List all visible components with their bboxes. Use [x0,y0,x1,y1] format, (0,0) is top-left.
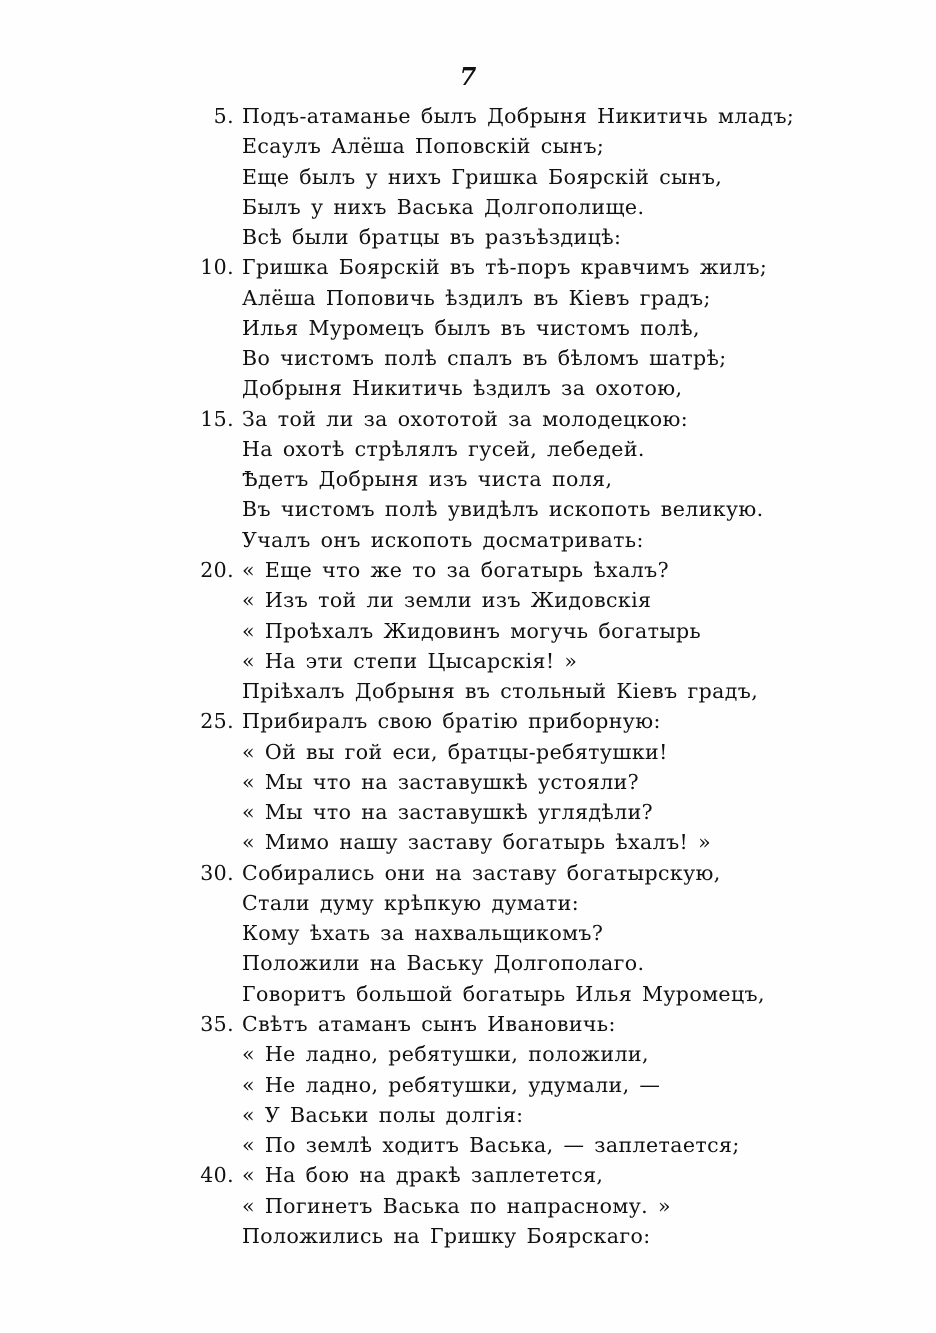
verse-text: Положили на Ваську Долгополаго. [242,951,645,976]
verse-text: Учалъ онъ ископоть досматривать: [242,527,644,552]
verse-line [190,1191,890,1221]
line-number: 25. [200,709,234,734]
verse-line [190,162,890,192]
verse-text: На охотѣ стрѣлялъ гусей, лебедей. [242,436,645,461]
verse-line [190,1160,890,1190]
verse-line [190,555,890,585]
verse-line [190,1221,890,1251]
line-number: 5. [213,104,234,128]
verse-text: Алёша Поповичь ѣздилъ въ Кіевъ градъ; [242,285,711,310]
verse-text: Въ чистомъ полѣ увидѣлъ ископоть великую. [242,497,764,522]
verse-text: Положились на Гришку Боярскаго: [242,1223,651,1248]
verse-line [190,434,890,464]
verse-text: Говоритъ большой богатырь Илья Муромецъ, [242,981,765,1006]
verse-line [190,676,890,706]
verse-text: Добрыня Никитичь ѣздилъ за охотою, [242,376,683,401]
verse-line [190,313,890,343]
verse-line [190,373,890,403]
verse-line [190,737,890,767]
verse-line [190,1009,890,1039]
verse-text: За той ли за охототой за молодецкою: [242,406,689,431]
verse-line [190,767,890,797]
verse-line [190,192,890,222]
verse-text: « Еще что же то за богатырь ѣхалъ? [242,557,670,582]
verse-line [190,525,890,555]
verse-line [190,1039,890,1069]
verse-text: Илья Муромецъ былъ въ чистомъ полѣ, [242,315,700,340]
verse-line [190,1070,890,1100]
verse-text: « Проѣхалъ Жидовинъ могучь богатырь [242,618,702,643]
verse-text: Еще былъ у нихъ Гришка Боярскій сынъ, [242,164,723,189]
verse-line [190,494,890,524]
line-number: 35. [200,1011,234,1036]
verse-text: « У Васьки полы долгія: [242,1102,524,1127]
verse-block [190,101,890,1251]
verse-text: « На бою на дракѣ заплетется, [242,1163,604,1188]
verse-line [190,797,890,827]
verse-line [190,1100,890,1130]
verse-text: « Мимо нашу заставу богатырь ѣхалъ! » [242,830,712,855]
verse-line [190,252,890,282]
verse-text: Гришка Боярскій въ тѣ-поръ кравчимъ жилъ; [242,255,768,280]
verse-text: « Изъ той ли земли изъ Жидовскія [242,588,652,613]
verse-text: « Не ладно, ребятушки, положили, [242,1042,649,1067]
verse-line [190,948,890,978]
verse-text: « Мы что на заставушкѣ углядѣли? [242,800,654,825]
verse-line [190,343,890,373]
verse-text: Подъ-атаманье былъ Добрыня Никитичь младъ; [242,104,795,128]
verse-text: Прибиралъ свою братію приборную: [242,709,661,734]
verse-line [190,1130,890,1160]
verse-text: « На эти степи Цысарскія! » [242,648,578,673]
verse-text: Есаулъ Алёша Поповскій сынъ; [242,134,605,159]
verse-text: Во чистомъ полѣ спалъ въ бѣломъ шатрѣ; [242,346,727,371]
verse-line [190,131,890,161]
verse-line [190,585,890,615]
verse-line [190,979,890,1009]
verse-text: Ѣдетъ Добрыня изъ чиста поля, [242,467,613,492]
verse-text: Собирались они на заставу богатырскую, [242,860,721,885]
line-number: 30. [200,860,234,885]
verse-line [190,616,890,646]
line-number: 15. [200,406,234,431]
verse-text: Кому ѣхать за нахвальщикомъ? [242,921,604,946]
verse-line [190,404,890,434]
verse-text: Всѣ были братцы въ разъѣздицѣ: [242,225,622,250]
verse-text: Свѣтъ атаманъ сынъ Ивановичь: [242,1011,616,1036]
verse-line [190,858,890,888]
verse-line [190,706,890,736]
line-number: 40. [200,1163,234,1188]
verse-line [190,827,890,857]
verse-text: « Погинетъ Васька по напрасному. » [242,1193,671,1218]
verse-text: « Не ладно, ребятушки, удумали, — [242,1072,661,1097]
verse-text: « Мы что на заставушкѣ устояли? [242,769,640,794]
page-number: 7 [459,62,477,91]
line-number: 10. [200,255,234,280]
verse-text: Былъ у нихъ Васька Долгополище. [242,194,645,219]
verse-line [190,918,890,948]
verse-line [190,222,890,252]
line-number: 20. [200,557,234,582]
verse-line [190,646,890,676]
verse-line [190,888,890,918]
verse-line [190,283,890,313]
verse-line [190,464,890,494]
verse-text: Пріѣхалъ Добрыня въ стольный Кіевъ градъ, [242,679,759,704]
verse-text: « По землѣ ходитъ Васька, — заплетается; [242,1133,740,1158]
verse-text: « Ой вы гой еси, братцы-ребятушки! [242,739,668,764]
verse-text: Стали думу крѣпкую думати: [242,890,580,915]
verse-line [190,101,890,131]
